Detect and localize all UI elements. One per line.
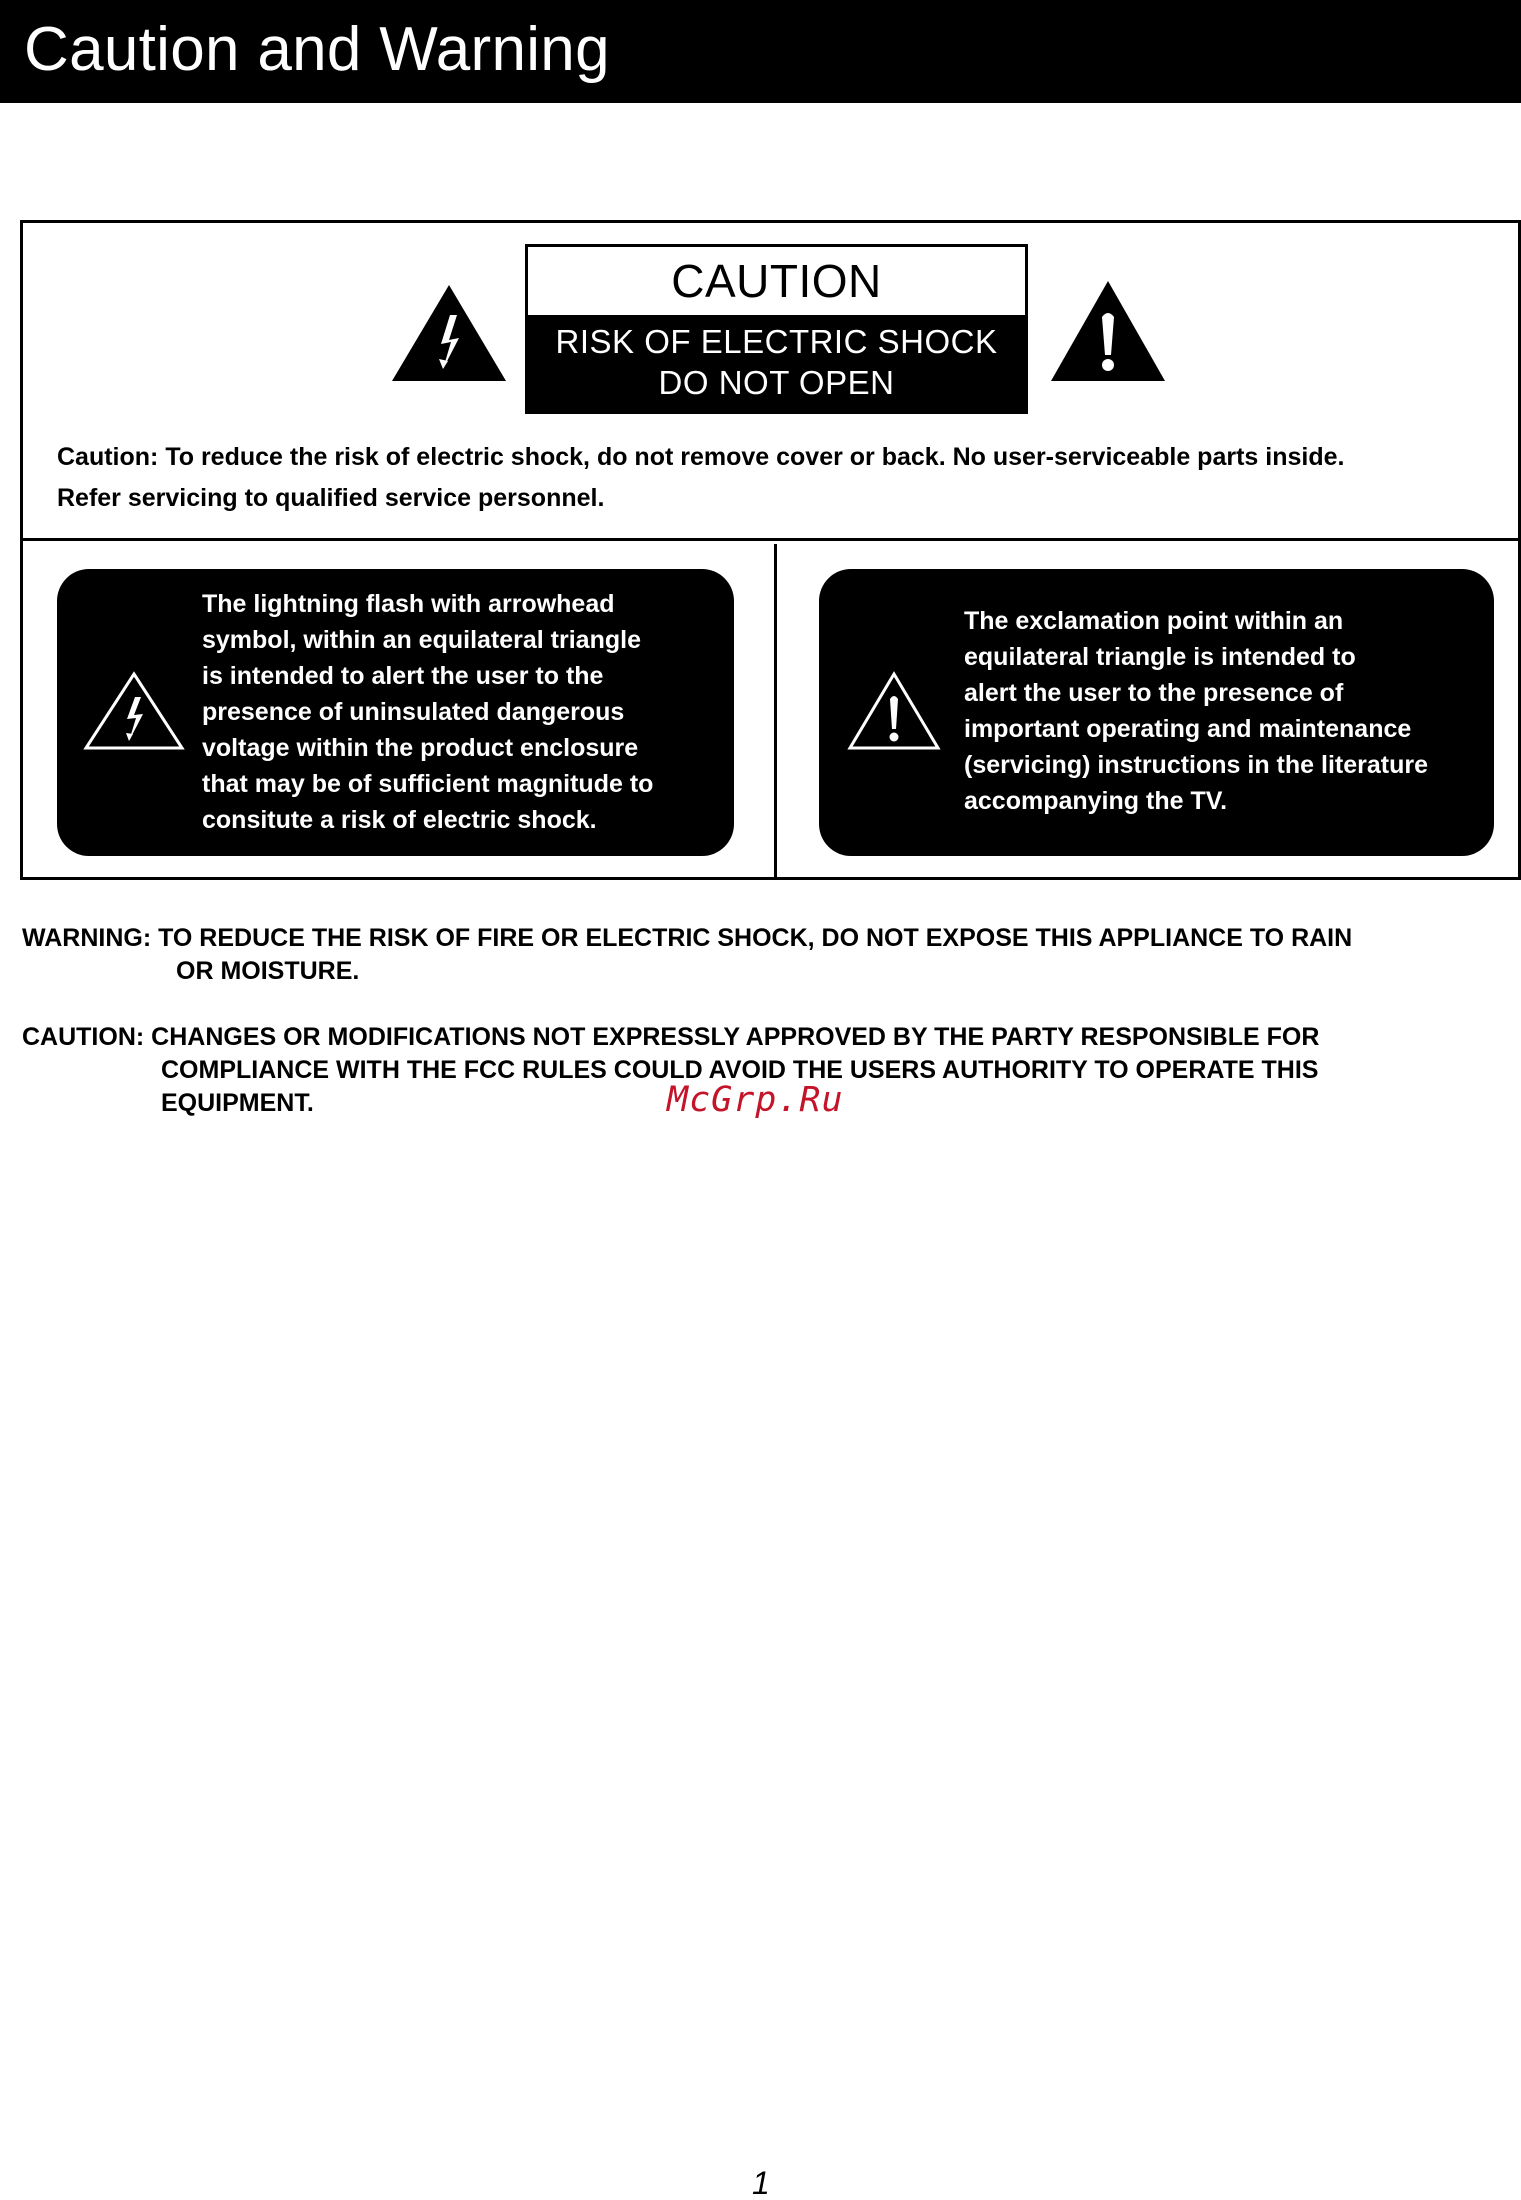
watermark-text: McGrp.Ru bbox=[667, 1080, 844, 1120]
exclamation-triangle-icon bbox=[1049, 279, 1167, 383]
panel-text-line: The lightning flash with arrowhead bbox=[202, 590, 615, 618]
fcc-caution-line: COMPLIANCE WITH THE FCC RULES COULD AVOID THE USERS AUTHORITY TO OPERATE THIS bbox=[161, 1056, 1319, 1084]
page-title: Caution and Warning bbox=[24, 15, 610, 84]
panel-text-line: equilateral triangle is intended to bbox=[964, 643, 1356, 671]
header-bar bbox=[0, 0, 1521, 103]
caution-statement bbox=[57, 437, 1517, 519]
panel-text-line: consitute a risk of electric shock. bbox=[202, 806, 597, 834]
caution-statement-line: Refer servicing to qualified service personnel. bbox=[57, 484, 605, 512]
panel-text-line: (servicing) instructions in the literature bbox=[964, 751, 1428, 779]
exclamation-panel bbox=[819, 569, 1494, 856]
caution-label-body bbox=[528, 315, 1025, 411]
lightning-triangle-icon bbox=[83, 671, 185, 756]
fcc-caution-line: EQUIPMENT. bbox=[161, 1089, 314, 1117]
panel-text-line: symbol, within an equilateral triangle bbox=[202, 626, 641, 654]
caution-label bbox=[525, 244, 1028, 414]
panel-text-line: important operating and maintenance bbox=[964, 715, 1412, 743]
exclamation-panel-cell bbox=[777, 544, 1521, 880]
caution-label-line: RISK OF ELECTRIC SHOCK bbox=[555, 323, 998, 360]
caution-statement-line: Caution: To reduce the risk of electric shock, do not remove cover or back. No user-serviceable parts inside. bbox=[57, 443, 1345, 471]
panel-text-line: alert the user to the presence of bbox=[964, 679, 1344, 707]
panel-text-line: presence of uninsulated dangerous bbox=[202, 698, 625, 726]
panel-text-line: is intended to alert the user to the bbox=[202, 662, 604, 690]
panel-text-line: The exclamation point within an bbox=[964, 607, 1344, 635]
warning-line: WARNING: TO REDUCE THE RISK OF FIRE OR ELECTRIC SHOCK, DO NOT EXPOSE THIS APPLIANCE TO RAIN bbox=[22, 924, 1353, 952]
caution-label-line: DO NOT OPEN bbox=[658, 364, 895, 401]
fcc-caution-line: CAUTION: CHANGES OR MODIFICATIONS NOT EXPRESSLY APPROVED BY THE PARTY RESPONSIBLE FOR bbox=[22, 1023, 1320, 1051]
panel-text-line: that may be of sufficient magnitude to bbox=[202, 770, 654, 798]
lightning-triangle-icon bbox=[390, 283, 508, 383]
lightning-panel-cell bbox=[23, 544, 777, 880]
lightning-panel-text bbox=[202, 586, 653, 838]
warning-notice bbox=[22, 922, 1352, 988]
exclamation-triangle-icon bbox=[847, 671, 941, 756]
page-number: 1 bbox=[752, 2165, 770, 2200]
caution-label-section bbox=[23, 223, 1518, 541]
panel-text-line: voltage within the product enclosure bbox=[202, 734, 639, 762]
panel-text-line: accompanying the TV. bbox=[964, 787, 1228, 815]
lightning-panel bbox=[57, 569, 734, 856]
caution-label-heading: CAUTION bbox=[528, 247, 1025, 315]
caution-box bbox=[20, 220, 1521, 880]
warning-line: OR MOISTURE. bbox=[176, 957, 360, 985]
exclamation-panel-text bbox=[964, 603, 1428, 819]
